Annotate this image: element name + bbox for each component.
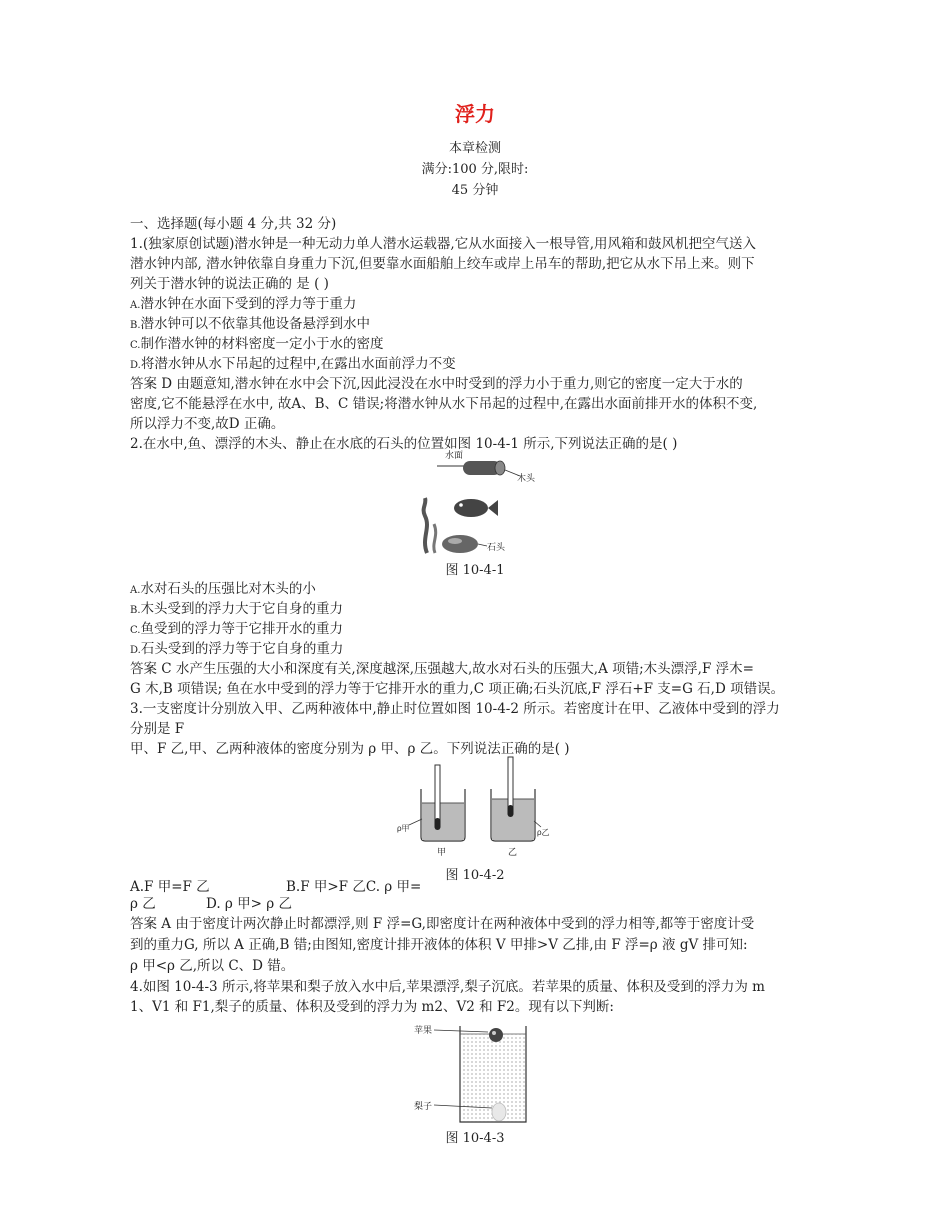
option-letter: C. [130,340,141,351]
q3-answer-line1: 答案 A 由于密度计两次静止时都漂浮,则 F 浮=G,即密度计在两种液体中受到的浮力相等,都等于密度计受 [130,916,755,932]
option-text: 将潜水钟从水下吊起的过程中,在露出水面前浮力不变 [140,356,456,372]
q1-stem-line1: 1.(独家原创试题)潜水钟是一种无动力单人潜水运载器,它从水面接入一根导管,用风箱和鼓风机把空气送入 [130,236,756,252]
fish-body [454,499,488,517]
label-water: 水面 [445,450,464,460]
q3-answer-line2: 到的重力G, 所以 A 正确,B 错;由图知,密度计排开液体的体积 V 甲排>V 乙排,由 F 浮=ρ 液 gV 排可知: [130,937,748,953]
q2-answer-line1: 答案 C 水产生压强的大小和深度有关,深度越深,压强越大,故水对石头的压强大,A 项错;木头漂浮,F 浮木= [130,661,754,677]
label-stone: 石头 [487,542,506,552]
q2-option-d [130,639,343,661]
liquid-a [422,803,464,840]
figure-10-4-2 [395,755,555,860]
pointer-a [409,819,422,825]
stone [442,535,478,553]
hydrometer-a-bulb [435,818,441,830]
figure-10-4-3 [410,1020,540,1125]
q1-stem-line2: 潜水钟内部, 潜水钟依靠自身重力下沉,但要靠水面船舶上绞车或岸上吊车的帮助,把它从水下吊上来。则下 [130,256,755,272]
q2-option-a [130,579,316,601]
label-b: 乙 [508,847,518,857]
q1-option-a [130,294,356,316]
apple-highlight [492,1031,496,1035]
q3-stem-line2: 分别是 F [130,721,185,737]
q1-answer-line3: 所以浮力不变,故D 正确。 [130,416,285,432]
fish-tail [488,500,498,516]
q3-option-d: D. ρ 甲> ρ 乙 [206,896,292,912]
option-letter: C. [130,625,141,636]
time-line: 45 分钟 [451,183,499,198]
q3-stem-line1: 3.一支密度计分别放入甲、乙两种液体中,静止时位置如图 10-4-2 所示。若密度计在甲、乙液体中受到的浮力 [130,701,780,717]
q3-option-a: A.F 甲=F 乙 [130,879,210,895]
seaweed-left [424,498,427,553]
option-text: 木头受到的浮力大于它自身的重力 [140,601,344,617]
label-apple: 苹果 [414,1025,433,1035]
stone-highlight [448,538,462,544]
option-text: 水对石头的压强比对木头的小 [140,581,316,597]
option-letter: D. [130,645,141,656]
q1-answer-line1: 答案 D 由题意知,潜水钟在水中会下沉,因此浸没在水中时受到的浮力小于重力,则它的密度一定大于水的 [130,376,743,392]
option-text: 石头受到的浮力等于它自身的重力 [140,641,344,657]
label-rho-b: ρ乙 [537,828,550,837]
hydrometer-b-bulb [508,805,514,817]
q3-answer-line3: ρ 甲<ρ 乙,所以 C、D 错。 [130,958,295,974]
q1-stem-line3: 列关于潜水钟的说法正确的 是 ( ) [130,276,329,292]
option-text: 潜水钟在水面下受到的浮力等于重力 [140,296,357,312]
q4-stem-line1: 4.如图 10-4-3 所示,将苹果和梨子放入水中后,苹果漂浮,梨子沉底。若苹果的质量、体积及受到的浮力为 m [130,979,765,995]
figure-10-4-3-caption: 图 10-4-3 [445,1131,505,1146]
option-text: 制作潜水钟的材料密度一定小于水的密度 [140,336,384,352]
option-text: 潜水钟可以不依靠其他设备悬浮到水中 [140,316,371,332]
pear [492,1103,506,1121]
q4-stem-line2: 1、V1 和 F1,梨子的质量、体积及受到的浮力为 m2、V2 和 F2。现有以下判断: [130,999,614,1015]
option-letter: B. [130,605,141,616]
hydrometer-b [508,757,513,813]
q2-option-c [130,619,343,641]
fish-eye [459,503,463,507]
seaweed-right [434,524,436,553]
q1-answer-line2: 密度,它不能悬浮在水中, 故A、B、C 错误;将潜水钟从水下吊起的过程中,在露出水面前排开水的体积不变, [130,396,758,412]
page-title: 浮力 [455,102,495,126]
q1-option-c [130,334,383,356]
q2-answer-line2: G 木,B 项错误; 鱼在水中受到的浮力等于它排开水的重力,C 项正确;石头沉底,F 浮石+F 支=G 石,D 项错误。 [130,681,785,697]
score-line: 满分:100 分,限时: [421,162,529,177]
q2-stem: 2.在水中,鱼、漂浮的木头、静止在水底的石头的位置如图 10-4-1 所示,下列说法正确的是( ) [130,436,678,452]
page-subtitle: 本章检测 [448,141,501,156]
wood-log-end [495,461,505,475]
hydrometer-a [435,765,440,825]
option-letter: D. [130,360,141,371]
figure-10-4-1 [405,448,545,558]
figure-10-4-1-caption: 图 10-4-1 [445,563,505,578]
apple [489,1028,503,1042]
label-a: 甲 [437,847,447,857]
q3-stem-line3: 甲、F 乙,甲、乙两种液体的密度分别为 ρ 甲、ρ 乙。下列说法正确的是( ) [130,741,570,757]
option-letter: B. [130,320,141,331]
apple-pointer [434,1030,488,1032]
label-rho-a: ρ甲 [397,824,410,833]
q3-option-c-cont: ρ 乙 [130,896,156,912]
figure-10-4-2-caption: 图 10-4-2 [445,868,505,883]
section-heading: 一、选择题(每小题 4 分,共 32 分) [130,216,337,232]
option-letter: A. [130,585,141,596]
q1-option-d [130,354,456,376]
stone-pointer [478,544,487,546]
label-pear: 梨子 [414,1101,433,1111]
q2-option-b [130,599,343,621]
label-wood: 木头 [517,473,536,483]
option-letter: A. [130,300,141,311]
option-text: 鱼受到的浮力等于它排开水的重力 [140,621,343,637]
q1-option-b [130,314,370,336]
q3-option-b-c: B.F 甲>F 乙C. ρ 甲= [286,879,422,895]
